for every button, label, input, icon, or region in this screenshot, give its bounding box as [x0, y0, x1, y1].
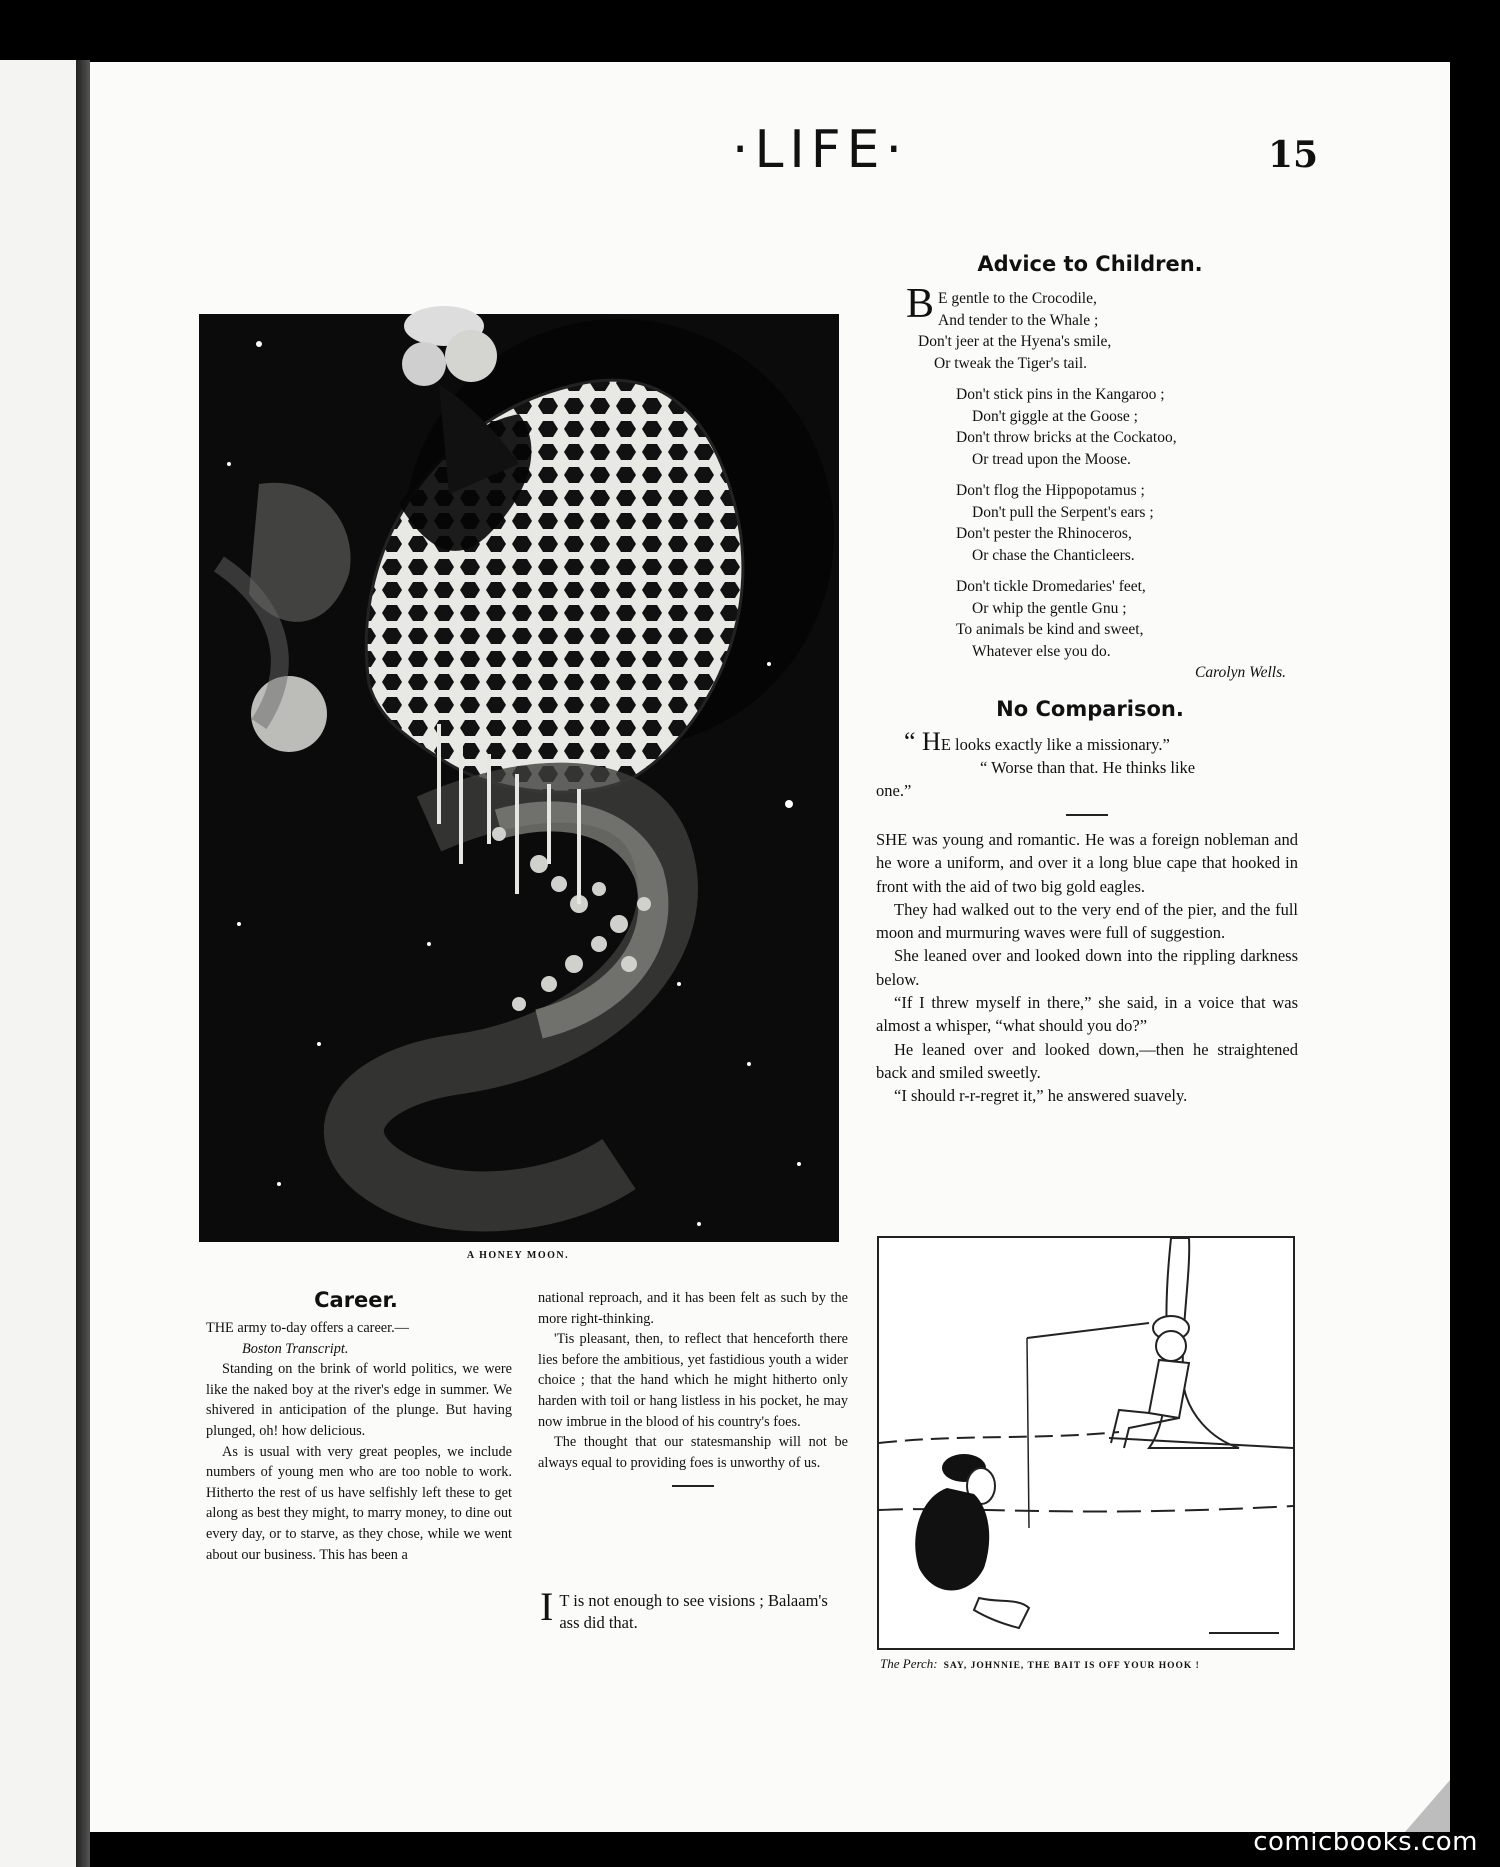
poem-line: Whatever else you do.: [972, 642, 1111, 660]
watermark: comicbooks.com: [1253, 1827, 1478, 1857]
dropcap: B: [906, 281, 935, 327]
career-column-2: [538, 1288, 848, 1497]
divider: [1066, 814, 1108, 816]
poem-line: Don't tickle Dromedaries' feet,: [956, 578, 1146, 595]
page-number: 15: [1268, 134, 1319, 176]
nc-line: “ Worse than that. He thinks like: [980, 758, 1196, 777]
perch-cartoon: [877, 1236, 1295, 1650]
dropcap: I: [540, 1584, 554, 1629]
career-paragraph: 'Tis pleasant, then, to reflect that henceforth there lies before the ambitious, yet fastidious youth a wider choice ; that the hand which he might hitherto only harden with toil or hang listless in his pocket, he may now imbrue in the blood of his country's foes.: [538, 1331, 848, 1430]
poem-line: Don't stick pins in the Kangaroo ;: [956, 386, 1165, 403]
story-text: [876, 828, 1298, 1108]
advice-poem: [906, 281, 1306, 684]
nc-line: one.”: [876, 781, 912, 800]
poem-line: Don't flog the Hippopotamus ;: [956, 482, 1145, 499]
cartoon-caption-title: The Perch:: [880, 1656, 938, 1671]
poem-first-line: B E gentle to the Crocodile,: [906, 281, 1097, 327]
poem-line: Or tweak the Tiger's tail.: [934, 354, 1088, 372]
divider: [672, 1485, 714, 1487]
poem-line: Don't jeer at the Hyena's smile,: [918, 333, 1112, 350]
poem-line: Or tread upon the Moose.: [972, 450, 1131, 468]
poem-line: Don't pester the Rhinoceros,: [956, 525, 1132, 542]
story-paragraph: She leaned over and looked down into the rippling darkness below.: [876, 946, 1298, 989]
poem-line: Don't pull the Serpent's ears ;: [972, 503, 1154, 521]
nc-line: “ HE looks exactly like a missionary.”: [904, 727, 1170, 756]
poem-line: And tender to the Whale ;: [938, 311, 1099, 329]
career-paragraph: The thought that our statesmanship will not be always equal to providing foes is unworthy of us.: [538, 1434, 848, 1471]
poem-line: Don't throw bricks at the Cockatoo,: [956, 429, 1177, 446]
visions-paragraph: I T is not enough to see visions ; Balaam's ass did that.: [540, 1584, 828, 1632]
career-title: Career.: [314, 1288, 398, 1312]
cartoon-caption-text: SAY, JOHNNIE, THE BAIT IS OFF YOUR HOOK !: [943, 1661, 1200, 1671]
career-column-1: [206, 1318, 512, 1565]
poem-author: Carolyn Wells.: [1195, 664, 1286, 681]
poem-line: To animals be kind and sweet,: [956, 621, 1144, 638]
story-paragraph: They had walked out to the very end of the pier, and the full moon and murmuring waves were full of suggestion.: [876, 899, 1298, 943]
book-gutter: [76, 60, 90, 1867]
no-comparison-title: No Comparison.: [996, 697, 1184, 721]
masthead: ·LIFE·: [731, 120, 909, 180]
career-source: Boston Transcript.: [242, 1340, 349, 1357]
career-paragraph: Standing on the brink of world politics, we were like the naked boy at the river's edge in summer. We shivered in anticipation of the plunge. But having plunged, oh! how delicious.: [206, 1361, 512, 1439]
career-paragraph: As is usual with very great peoples, we include numbers of young men who are too noble to work. Hitherto the rest of us have selfishly left these to get along as best they might, to marry money, to dine out every day, or to starve, as they chose, while we went about our business. This has been a: [206, 1443, 512, 1563]
facing-page-edge: [0, 60, 85, 1867]
advice-title: Advice to Children.: [977, 252, 1203, 276]
poem-line: Or chase the Chanticleers.: [972, 546, 1135, 564]
cartoon-caption: [880, 1656, 1300, 1672]
story-paragraph: SHE was young and romantic. He was a foreign nobleman and he wore a uniform, and over it a long blue cape that hooked in front with the aid of two big gold eagles.: [876, 830, 1298, 896]
poem-line: Don't giggle at the Goose ;: [972, 407, 1138, 425]
career-paragraph: national reproach, and it has been felt as such by the more right-thinking.: [538, 1290, 848, 1327]
career-paragraph: THE army to-day offers a career.—: [206, 1320, 409, 1336]
story-paragraph: He leaned over and looked down,—then he straightened back and smiled sweetly.: [876, 1039, 1298, 1082]
poem-line: Or whip the gentle Gnu ;: [972, 599, 1127, 617]
no-comparison-text: [876, 727, 1298, 826]
honey-moon-illustration: [199, 304, 839, 1244]
story-paragraph: “If I threw myself in there,” she said, in a voice that was almost a whisper, “what should you do?”: [876, 993, 1298, 1036]
story-paragraph: “I should r-r-regret it,” he answered suavely.: [894, 1086, 1188, 1106]
illustration-caption: A HONEY MOON.: [466, 1250, 570, 1261]
